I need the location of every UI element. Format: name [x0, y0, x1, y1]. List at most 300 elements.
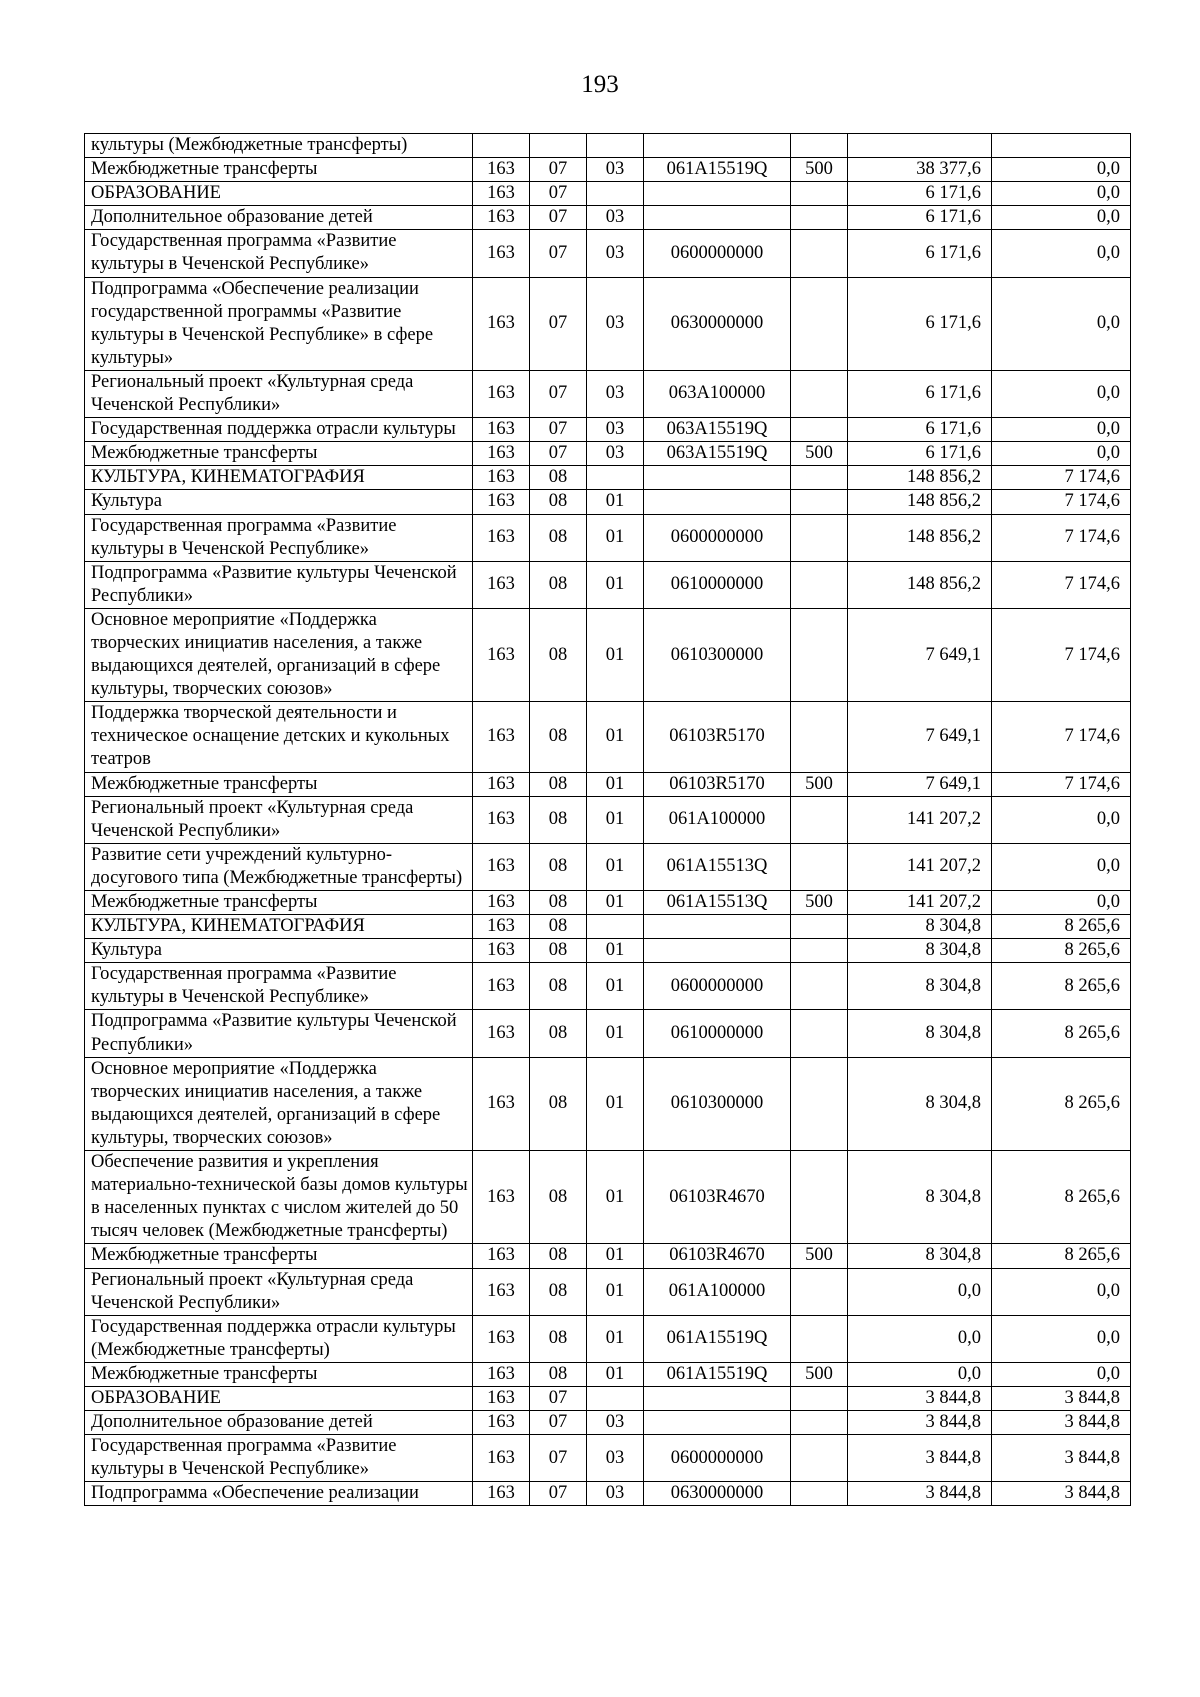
amount-year-2-cell: 0,0	[992, 370, 1131, 417]
table-row	[85, 230, 1131, 277]
amount-year-2-cell: 3 844,8	[992, 1386, 1131, 1410]
row-name-cell: Основное мероприятие «Поддержка творческих инициатив населения, а также выдающихся деятелей, организаций в сфере культуры, творческих союзов»	[85, 1057, 473, 1150]
row-name-cell: КУЛЬТУРА, КИНЕМАТОГРАФИЯ	[85, 915, 473, 939]
section-code-cell: 08	[530, 1010, 587, 1057]
row-name-cell: Культура	[85, 490, 473, 514]
subsection-code-cell: 01	[587, 1268, 644, 1315]
ministry-code-cell	[473, 134, 530, 158]
amount-year-1-cell: 3 844,8	[848, 1482, 992, 1506]
ministry-code-cell: 163	[473, 963, 530, 1010]
table-row	[85, 206, 1131, 230]
expense-type-cell: 500	[791, 1244, 848, 1268]
row-name-cell: Межбюджетные трансферты	[85, 1244, 473, 1268]
expense-type-cell	[791, 1268, 848, 1315]
target-article-cell: 0600000000	[644, 1435, 791, 1482]
ministry-code-cell: 163	[473, 182, 530, 206]
expense-type-cell	[791, 1411, 848, 1435]
section-code-cell	[530, 134, 587, 158]
section-code-cell: 07	[530, 1411, 587, 1435]
amount-year-2-cell: 8 265,6	[992, 939, 1131, 963]
subsection-code-cell: 03	[587, 1482, 644, 1506]
amount-year-1-cell: 148 856,2	[848, 490, 992, 514]
subsection-code-cell: 01	[587, 561, 644, 608]
amount-year-1-cell: 8 304,8	[848, 1244, 992, 1268]
section-code-cell: 07	[530, 1435, 587, 1482]
section-code-cell: 08	[530, 1244, 587, 1268]
section-code-cell: 07	[530, 277, 587, 370]
target-article-cell: 061A15519Q	[644, 1362, 791, 1386]
target-article-cell: 0610300000	[644, 1057, 791, 1150]
expense-type-cell	[791, 939, 848, 963]
expense-type-cell	[791, 514, 848, 561]
subsection-code-cell	[587, 182, 644, 206]
section-code-cell: 08	[530, 843, 587, 890]
target-article-cell	[644, 206, 791, 230]
row-name-cell: Основное мероприятие «Поддержка творческих инициатив населения, а также выдающихся деятелей, организаций в сфере культуры, творческих союзов»	[85, 608, 473, 701]
target-article-cell: 0610300000	[644, 608, 791, 701]
expense-type-cell: 500	[791, 158, 848, 182]
ministry-code-cell: 163	[473, 1411, 530, 1435]
target-article-cell	[644, 1411, 791, 1435]
subsection-code-cell	[587, 466, 644, 490]
target-article-cell: 061A15513Q	[644, 891, 791, 915]
subsection-code-cell: 01	[587, 1057, 644, 1150]
subsection-code-cell	[587, 915, 644, 939]
section-code-cell: 07	[530, 1482, 587, 1506]
row-name-cell: Государственная программа «Развитие культуры в Чеченской Республике»	[85, 230, 473, 277]
amount-year-2-cell: 3 844,8	[992, 1435, 1131, 1482]
section-code-cell: 08	[530, 514, 587, 561]
expense-type-cell	[791, 182, 848, 206]
row-name-cell: ОБРАЗОВАНИЕ	[85, 182, 473, 206]
table-row	[85, 1411, 1131, 1435]
target-article-cell: 061A15513Q	[644, 843, 791, 890]
table-row	[85, 1010, 1131, 1057]
expense-type-cell	[791, 466, 848, 490]
table-row	[85, 158, 1131, 182]
row-name-cell: Подпрограмма «Обеспечение реализации государственной программы «Развитие культуры в Чеченской Республике» в сфере культуры»	[85, 277, 473, 370]
amount-year-2-cell	[992, 134, 1131, 158]
target-article-cell: 0610000000	[644, 561, 791, 608]
target-article-cell: 063A15519Q	[644, 418, 791, 442]
budget-table	[84, 133, 1131, 1506]
row-name-cell: культуры (Межбюджетные трансферты)	[85, 134, 473, 158]
expense-type-cell	[791, 490, 848, 514]
subsection-code-cell: 01	[587, 891, 644, 915]
table-row	[85, 370, 1131, 417]
table-row	[85, 1057, 1131, 1150]
row-name-cell: Государственная поддержка отрасли культуры (Межбюджетные трансферты)	[85, 1315, 473, 1362]
subsection-code-cell: 03	[587, 442, 644, 466]
expense-type-cell	[791, 1482, 848, 1506]
amount-year-1-cell: 0,0	[848, 1362, 992, 1386]
section-code-cell: 08	[530, 1268, 587, 1315]
subsection-code-cell: 03	[587, 230, 644, 277]
table-row	[85, 134, 1131, 158]
amount-year-1-cell: 3 844,8	[848, 1411, 992, 1435]
table-row	[85, 1315, 1131, 1362]
ministry-code-cell: 163	[473, 1244, 530, 1268]
expense-type-cell	[791, 796, 848, 843]
table-row	[85, 1151, 1131, 1244]
section-code-cell: 07	[530, 418, 587, 442]
amount-year-2-cell: 8 265,6	[992, 1151, 1131, 1244]
target-article-cell: 061A100000	[644, 796, 791, 843]
row-name-cell: Государственная программа «Развитие культуры в Чеченской Республике»	[85, 963, 473, 1010]
ministry-code-cell: 163	[473, 1151, 530, 1244]
row-name-cell: Культура	[85, 939, 473, 963]
table-row	[85, 418, 1131, 442]
section-code-cell: 07	[530, 206, 587, 230]
subsection-code-cell: 01	[587, 1362, 644, 1386]
ministry-code-cell: 163	[473, 1315, 530, 1362]
section-code-cell: 07	[530, 182, 587, 206]
row-name-cell: Поддержка творческой деятельности и техническое оснащение детских и кукольных театров	[85, 702, 473, 772]
target-article-cell: 06103R4670	[644, 1244, 791, 1268]
amount-year-1-cell: 38 377,6	[848, 158, 992, 182]
section-code-cell: 08	[530, 963, 587, 1010]
subsection-code-cell: 03	[587, 277, 644, 370]
amount-year-1-cell: 0,0	[848, 1268, 992, 1315]
amount-year-2-cell: 0,0	[992, 182, 1131, 206]
subsection-code-cell: 01	[587, 1010, 644, 1057]
section-code-cell: 08	[530, 466, 587, 490]
amount-year-1-cell: 8 304,8	[848, 1151, 992, 1244]
target-article-cell: 0610000000	[644, 1010, 791, 1057]
section-code-cell: 07	[530, 1386, 587, 1410]
ministry-code-cell: 163	[473, 608, 530, 701]
ministry-code-cell: 163	[473, 796, 530, 843]
expense-type-cell	[791, 277, 848, 370]
amount-year-2-cell: 8 265,6	[992, 1057, 1131, 1150]
target-article-cell: 06103R5170	[644, 772, 791, 796]
subsection-code-cell: 03	[587, 1435, 644, 1482]
target-article-cell: 0600000000	[644, 230, 791, 277]
amount-year-1-cell: 7 649,1	[848, 702, 992, 772]
amount-year-1-cell: 6 171,6	[848, 418, 992, 442]
ministry-code-cell: 163	[473, 466, 530, 490]
target-article-cell: 06103R4670	[644, 1151, 791, 1244]
amount-year-2-cell: 7 174,6	[992, 514, 1131, 561]
amount-year-1-cell: 6 171,6	[848, 370, 992, 417]
table-row	[85, 182, 1131, 206]
amount-year-2-cell: 8 265,6	[992, 963, 1131, 1010]
subsection-code-cell: 01	[587, 1315, 644, 1362]
table-row	[85, 490, 1131, 514]
expense-type-cell	[791, 1315, 848, 1362]
row-name-cell: Дополнительное образование детей	[85, 1411, 473, 1435]
row-name-cell: Развитие сети учреждений культурно-досугового типа (Межбюджетные трансферты)	[85, 843, 473, 890]
target-article-cell	[644, 1386, 791, 1410]
row-name-cell: Региональный проект «Культурная среда Чеченской Республики»	[85, 370, 473, 417]
section-code-cell: 07	[530, 230, 587, 277]
amount-year-2-cell: 0,0	[992, 418, 1131, 442]
amount-year-1-cell: 141 207,2	[848, 796, 992, 843]
amount-year-2-cell: 8 265,6	[992, 1010, 1131, 1057]
subsection-code-cell: 01	[587, 514, 644, 561]
section-code-cell: 08	[530, 561, 587, 608]
subsection-code-cell: 03	[587, 206, 644, 230]
amount-year-1-cell: 7 649,1	[848, 772, 992, 796]
target-article-cell	[644, 939, 791, 963]
section-code-cell: 08	[530, 490, 587, 514]
page-number: 193	[581, 71, 619, 98]
ministry-code-cell: 163	[473, 939, 530, 963]
section-code-cell: 08	[530, 939, 587, 963]
subsection-code-cell: 01	[587, 608, 644, 701]
expense-type-cell	[791, 1435, 848, 1482]
row-name-cell: Государственная поддержка отрасли культуры	[85, 418, 473, 442]
expense-type-cell	[791, 418, 848, 442]
amount-year-2-cell: 3 844,8	[992, 1411, 1131, 1435]
amount-year-2-cell: 0,0	[992, 1315, 1131, 1362]
expense-type-cell	[791, 702, 848, 772]
amount-year-2-cell: 0,0	[992, 1362, 1131, 1386]
expense-type-cell	[791, 963, 848, 1010]
target-article-cell: 061A15519Q	[644, 158, 791, 182]
expense-type-cell: 500	[791, 891, 848, 915]
section-code-cell: 08	[530, 702, 587, 772]
table-row	[85, 1362, 1131, 1386]
expense-type-cell	[791, 370, 848, 417]
subsection-code-cell: 01	[587, 772, 644, 796]
amount-year-1-cell: 0,0	[848, 1315, 992, 1362]
section-code-cell: 08	[530, 796, 587, 843]
target-article-cell: 063A100000	[644, 370, 791, 417]
amount-year-1-cell: 3 844,8	[848, 1386, 992, 1410]
amount-year-2-cell: 8 265,6	[992, 1244, 1131, 1268]
amount-year-1-cell: 148 856,2	[848, 466, 992, 490]
section-code-cell: 08	[530, 1362, 587, 1386]
amount-year-2-cell: 0,0	[992, 1268, 1131, 1315]
table-row	[85, 442, 1131, 466]
amount-year-2-cell: 0,0	[992, 891, 1131, 915]
expense-type-cell	[791, 134, 848, 158]
amount-year-2-cell: 8 265,6	[992, 915, 1131, 939]
row-name-cell: Межбюджетные трансферты	[85, 772, 473, 796]
ministry-code-cell: 163	[473, 1010, 530, 1057]
amount-year-1-cell: 6 171,6	[848, 182, 992, 206]
ministry-code-cell: 163	[473, 370, 530, 417]
row-name-cell: Обеспечение развития и укрепления материально-технической базы домов культуры в населенных пунктах с числом жителей до 50 тысяч человек (Межбюджетные трансферты)	[85, 1151, 473, 1244]
ministry-code-cell: 163	[473, 1435, 530, 1482]
table-row	[85, 1268, 1131, 1315]
target-article-cell	[644, 182, 791, 206]
row-name-cell: Межбюджетные трансферты	[85, 1362, 473, 1386]
section-code-cell: 07	[530, 442, 587, 466]
table-row	[85, 772, 1131, 796]
amount-year-2-cell: 7 174,6	[992, 702, 1131, 772]
ministry-code-cell: 163	[473, 158, 530, 182]
table-row	[85, 891, 1131, 915]
ministry-code-cell: 163	[473, 1386, 530, 1410]
amount-year-1-cell: 6 171,6	[848, 230, 992, 277]
row-name-cell: Подпрограмма «Развитие культуры Чеченской Республики»	[85, 561, 473, 608]
amount-year-1-cell: 3 844,8	[848, 1435, 992, 1482]
amount-year-2-cell: 7 174,6	[992, 561, 1131, 608]
target-article-cell	[644, 915, 791, 939]
ministry-code-cell: 163	[473, 891, 530, 915]
target-article-cell: 06103R5170	[644, 702, 791, 772]
amount-year-2-cell: 0,0	[992, 843, 1131, 890]
amount-year-1-cell: 8 304,8	[848, 915, 992, 939]
subsection-code-cell: 01	[587, 796, 644, 843]
ministry-code-cell: 163	[473, 772, 530, 796]
row-name-cell: Региональный проект «Культурная среда Чеченской Республики»	[85, 1268, 473, 1315]
subsection-code-cell: 01	[587, 702, 644, 772]
amount-year-1-cell: 8 304,8	[848, 963, 992, 1010]
amount-year-2-cell: 3 844,8	[992, 1482, 1131, 1506]
table-row	[85, 1244, 1131, 1268]
amount-year-1-cell: 8 304,8	[848, 1010, 992, 1057]
table-row	[85, 514, 1131, 561]
amount-year-2-cell: 0,0	[992, 206, 1131, 230]
target-article-cell: 0630000000	[644, 277, 791, 370]
row-name-cell: Дополнительное образование детей	[85, 206, 473, 230]
ministry-code-cell: 163	[473, 277, 530, 370]
amount-year-2-cell: 0,0	[992, 277, 1131, 370]
table-row	[85, 466, 1131, 490]
target-article-cell: 0630000000	[644, 1482, 791, 1506]
ministry-code-cell: 163	[473, 1057, 530, 1150]
table-row	[85, 608, 1131, 701]
subsection-code-cell	[587, 1386, 644, 1410]
section-code-cell: 08	[530, 915, 587, 939]
amount-year-1-cell: 148 856,2	[848, 561, 992, 608]
target-article-cell	[644, 134, 791, 158]
row-name-cell: Региональный проект «Культурная среда Чеченской Республики»	[85, 796, 473, 843]
target-article-cell	[644, 466, 791, 490]
amount-year-1-cell: 7 649,1	[848, 608, 992, 701]
amount-year-1-cell: 8 304,8	[848, 1057, 992, 1150]
expense-type-cell: 500	[791, 442, 848, 466]
ministry-code-cell: 163	[473, 206, 530, 230]
ministry-code-cell: 163	[473, 490, 530, 514]
amount-year-2-cell: 7 174,6	[992, 608, 1131, 701]
expense-type-cell	[791, 561, 848, 608]
table-row	[85, 796, 1131, 843]
ministry-code-cell: 163	[473, 1362, 530, 1386]
ministry-code-cell: 163	[473, 230, 530, 277]
section-code-cell: 08	[530, 772, 587, 796]
table-row	[85, 939, 1131, 963]
subsection-code-cell: 03	[587, 370, 644, 417]
subsection-code-cell: 01	[587, 490, 644, 514]
expense-type-cell	[791, 843, 848, 890]
expense-type-cell	[791, 1386, 848, 1410]
row-name-cell: Межбюджетные трансферты	[85, 158, 473, 182]
target-article-cell: 0600000000	[644, 963, 791, 1010]
row-name-cell: ОБРАЗОВАНИЕ	[85, 1386, 473, 1410]
subsection-code-cell: 03	[587, 158, 644, 182]
section-code-cell: 07	[530, 370, 587, 417]
expense-type-cell: 500	[791, 772, 848, 796]
expense-type-cell	[791, 206, 848, 230]
ministry-code-cell: 163	[473, 1268, 530, 1315]
section-code-cell: 08	[530, 608, 587, 701]
amount-year-1-cell: 8 304,8	[848, 939, 992, 963]
subsection-code-cell: 01	[587, 1151, 644, 1244]
ministry-code-cell: 163	[473, 442, 530, 466]
expense-type-cell	[791, 1151, 848, 1244]
target-article-cell: 061A15519Q	[644, 1315, 791, 1362]
amount-year-2-cell: 7 174,6	[992, 490, 1131, 514]
expense-type-cell	[791, 915, 848, 939]
subsection-code-cell: 03	[587, 1411, 644, 1435]
table-body	[85, 134, 1131, 1506]
expense-type-cell	[791, 1010, 848, 1057]
row-name-cell: Подпрограмма «Обеспечение реализации	[85, 1482, 473, 1506]
target-article-cell: 063A15519Q	[644, 442, 791, 466]
table-row	[85, 1482, 1131, 1506]
target-article-cell: 061A100000	[644, 1268, 791, 1315]
target-article-cell	[644, 490, 791, 514]
target-article-cell: 0600000000	[644, 514, 791, 561]
row-name-cell: Государственная программа «Развитие культуры в Чеченской Республике»	[85, 1435, 473, 1482]
section-code-cell: 08	[530, 1057, 587, 1150]
amount-year-2-cell: 7 174,6	[992, 466, 1131, 490]
section-code-cell: 08	[530, 1315, 587, 1362]
table-row	[85, 1435, 1131, 1482]
amount-year-2-cell: 0,0	[992, 442, 1131, 466]
section-code-cell: 07	[530, 158, 587, 182]
row-name-cell: Межбюджетные трансферты	[85, 442, 473, 466]
ministry-code-cell: 163	[473, 915, 530, 939]
row-name-cell: Межбюджетные трансферты	[85, 891, 473, 915]
table-row	[85, 963, 1131, 1010]
section-code-cell: 08	[530, 1151, 587, 1244]
row-name-cell: Подпрограмма «Развитие культуры Чеченской Республики»	[85, 1010, 473, 1057]
table-row	[85, 1386, 1131, 1410]
ministry-code-cell: 163	[473, 418, 530, 442]
subsection-code-cell: 03	[587, 418, 644, 442]
amount-year-2-cell: 7 174,6	[992, 772, 1131, 796]
expense-type-cell: 500	[791, 1362, 848, 1386]
section-code-cell: 08	[530, 891, 587, 915]
ministry-code-cell: 163	[473, 1482, 530, 1506]
table-row	[85, 843, 1131, 890]
amount-year-1-cell: 6 171,6	[848, 206, 992, 230]
ministry-code-cell: 163	[473, 514, 530, 561]
amount-year-2-cell: 0,0	[992, 230, 1131, 277]
table-row	[85, 561, 1131, 608]
amount-year-1-cell	[848, 134, 992, 158]
amount-year-1-cell: 6 171,6	[848, 442, 992, 466]
table-row	[85, 277, 1131, 370]
amount-year-2-cell: 0,0	[992, 796, 1131, 843]
subsection-code-cell: 01	[587, 939, 644, 963]
ministry-code-cell: 163	[473, 843, 530, 890]
subsection-code-cell: 01	[587, 1244, 644, 1268]
amount-year-1-cell: 141 207,2	[848, 891, 992, 915]
ministry-code-cell: 163	[473, 561, 530, 608]
amount-year-1-cell: 6 171,6	[848, 277, 992, 370]
row-name-cell: КУЛЬТУРА, КИНЕМАТОГРАФИЯ	[85, 466, 473, 490]
expense-type-cell	[791, 1057, 848, 1150]
amount-year-2-cell: 0,0	[992, 158, 1131, 182]
amount-year-1-cell: 141 207,2	[848, 843, 992, 890]
amount-year-1-cell: 148 856,2	[848, 514, 992, 561]
row-name-cell: Государственная программа «Развитие культуры в Чеченской Республике»	[85, 514, 473, 561]
table-row	[85, 702, 1131, 772]
table-row	[85, 915, 1131, 939]
subsection-code-cell	[587, 134, 644, 158]
ministry-code-cell: 163	[473, 702, 530, 772]
subsection-code-cell: 01	[587, 963, 644, 1010]
expense-type-cell	[791, 608, 848, 701]
subsection-code-cell: 01	[587, 843, 644, 890]
expense-type-cell	[791, 230, 848, 277]
